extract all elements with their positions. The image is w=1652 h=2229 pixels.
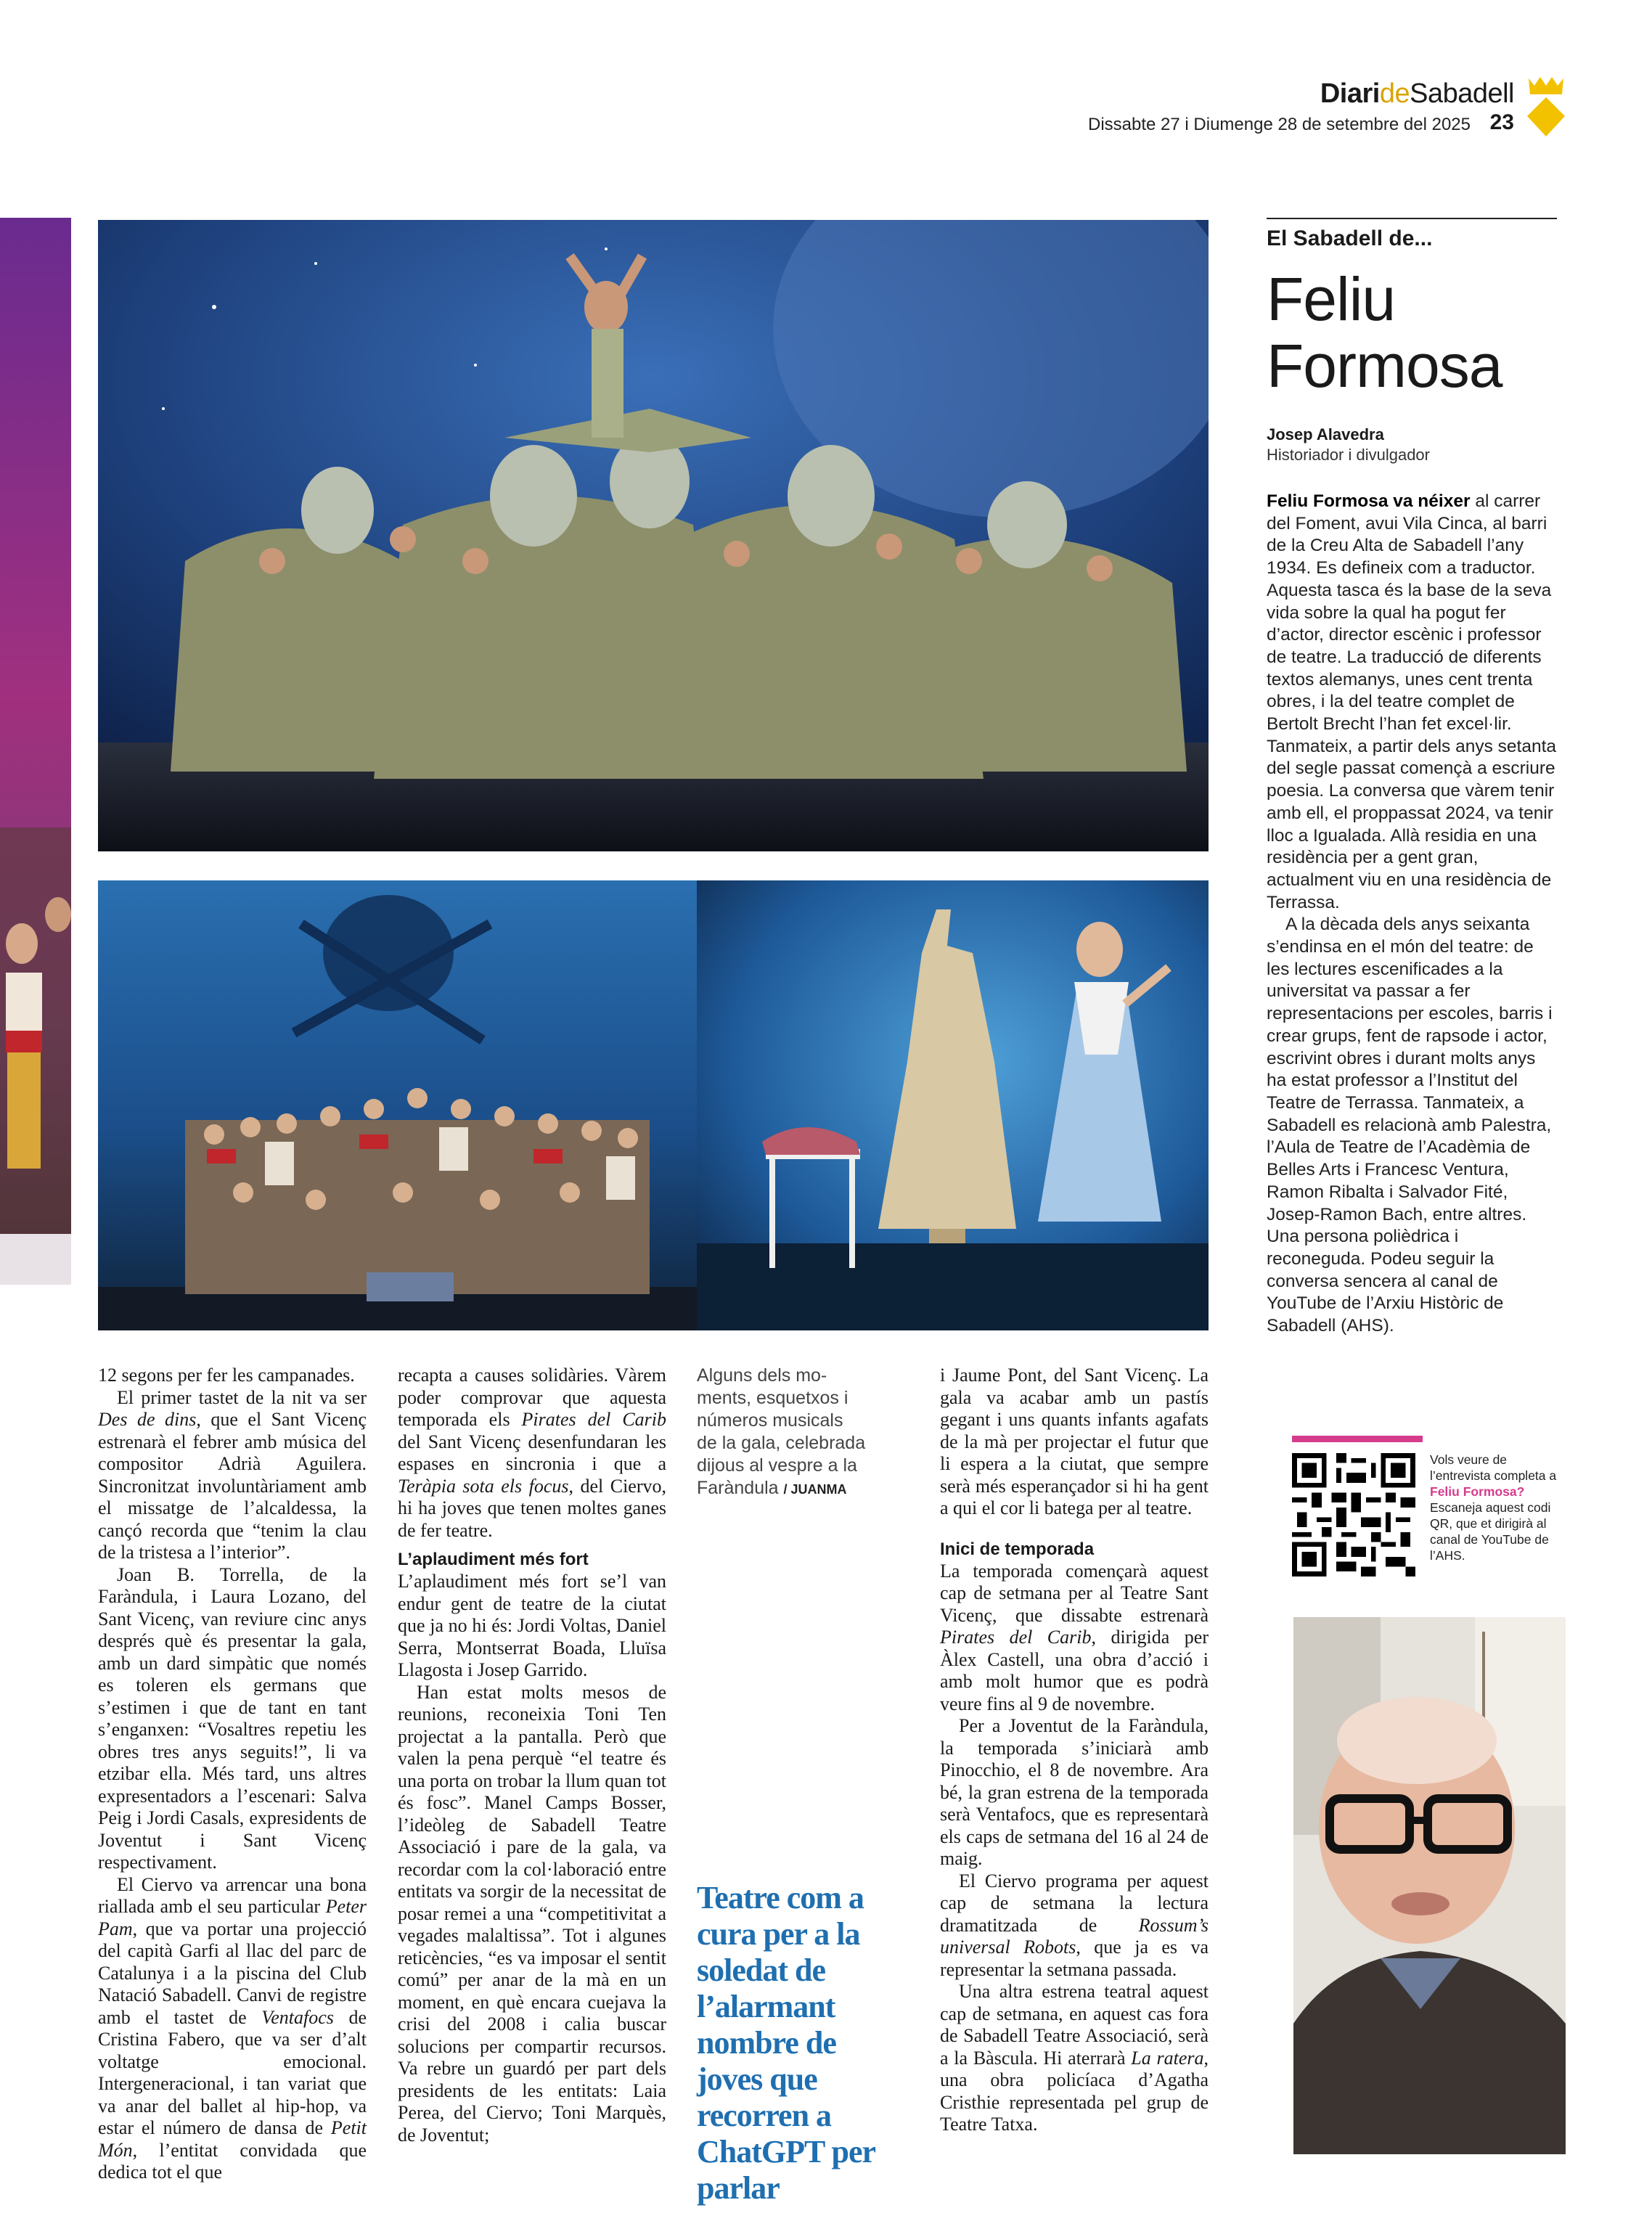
body-lead: Feliu Formosa va néixer	[1267, 491, 1471, 511]
article-paragraph: Una altra estrena teatral aquest cap de setmana, en aquest cas fora de Sabadell Teatre Associació, serà a la Bàscula. Hi aterrarà La ratera, una obra policíaca d’Agatha Cristhie representada pel grup de Teatre Tatxa.	[940, 1981, 1209, 2135]
article-paragraph: 12 segons per fer les campanades.	[98, 1365, 355, 1386]
article-paragraph: Han estat molts mesos de reunions, reconeixia Toni Ten projectat a la pantalla. Però que valen la pena perquè “el teatre és una porta on trobar la llum quan tot és fosc”. Manel Camps Bosser, l’ideòleg de Sabadell Teatre Associació i pare de la gala, va recordar com la col·laboració entre entitats va sorgir de la necessitat de posar remei a una “competitivitat a vegades malaltissa”. Tot i algunes reticències, “es va imposar el sentit comú” per anar de la mà en un moment, en què encara cuejava la crisi del 2008 i calia buscar solucions per compartir recursos. Va rebre un guardó per part dels presidents de les entitats: Laia Perea, del Ciervo; Toni Marquès, de Joventut;	[398, 1681, 666, 2146]
qr-code-icon[interactable]	[1292, 1453, 1415, 1576]
sidebar-body: Feliu Formosa va néixer al carrer del Foment, avui Vila Cinca, al barri de la Creu Alta de Sabadell l’any 1934. Es defineix com a traductor. Aquesta tasca és la base de la seva vida sobre la qual ha pogut fer d’actor, director escènic i professor de teatre. La traducció de diferents textos alemanys, unes cent trenta obres, i la del teatre complet de Bertolt Brecht l’han fet excel·lir. Tanmateix, a partir dels anys setanta del segle passat començà a escriure poesia. La conversa que vàrem tenir amb ell, el proppassat 2024, va tenir lloc a Igualada. Allà residia en una residència per a gent gran, actualment viu en una residència de Terrassa. A la dècada dels anys seixanta s’endinsa en el món del teatre: de les lectures escenificades a la universitat va passar a fer representacions per escoles, barris i crear grups, fent de rapsode i actor, escrivint obres i durant molts anys ha estat professor a l’Institut del Teatre de Terrassa. Tanmateix, a Sabadell es relacionà amb Palestra, l’Aula de Teatre de l’Acadèmia de Belles Arts i Francesc Ventura, Ramon Ribalta i Salvador Fité, Josep-Ramon Bach, entre altres. Una persona polièdrica i reconeguda. Podeu seguir la conversa sencera al canal de YouTube de l’Arxiu Històric de Sabadell (AHS).	[1267, 491, 1557, 1336]
qr-instructions: Vols veure de l’entrevista completa a Feliu Formosa? Escaneja aquest codi QR, que et dirigirà al canal de YouTube de l’AHS.	[1430, 1452, 1557, 1563]
pull-quote: Teatre com a cura per a la soledat de l’alarmant nombre de joves que recorren a ChatGPT per parlar	[697, 1880, 875, 2206]
article-paragraph: i Jaume Pont, del Sant Vicenç. La gala va acabar amb un pastís gegant i uns quants infants agafats de la mà per projectar el futur que li espera a la ciutat, que sempre serà més esperançador si hi ha gent a qui el cor li batega per al teatre.	[940, 1365, 1209, 1518]
article-paragraph: La temporada començarà aquest cap de setmana per al Teatre Sant Vicenç, que dissabte estrenarà Pirates del Carib, dirigida per Àlex Castell, una obra d’acció i amb molt humor que es podrà veure fins al 9 de novembre.	[940, 1560, 1209, 1714]
page-number: 23	[1489, 110, 1514, 134]
subhead-season-start: Inici de temporada	[940, 1539, 1095, 1559]
article-column-2	[398, 1365, 666, 2146]
byline-author: Josep Alavedra	[1267, 425, 1384, 443]
article-paragraph: Joan B. Torrella, de la Faràndula, i Laura Lozano, del Sant Vicenç, van reviure cinc anys després què és presentar la gala, amb un dard simpàtic que només es toleren els germans que s’estimen i que de tant en tant s’enganxen: “Vosaltres repetiu les obres tres anys seguits!”, li va etzibar ella. Més tard, uns altres expresentadors a l’escenari: Salva Peig i Jordi Casals, expresidents de Joventut i Sant Vicenç respectivament.	[98, 1563, 367, 1873]
article-paragraph: recapta a causes solidàries. Vàrem poder comprovar que aquesta temporada els Pirates del Carib del Sant Vicenç desenfundaran les espases en sincronia i que a Teràpia sota els focus, del Ciervo, hi ha joves que tenen moltes ganes de fer teatre.	[398, 1365, 667, 1541]
qr-name: Feliu Formosa?	[1430, 1484, 1525, 1499]
photo-credit: / JUANMA	[783, 1482, 847, 1497]
sabadell-crest-icon	[1526, 75, 1566, 138]
byline-role: Historiador i divulgador	[1267, 446, 1430, 464]
article-column-1	[98, 1365, 367, 2184]
sidebar-kicker: El Sabadell de...	[1267, 226, 1433, 250]
masthead: DiarideSabadell	[1320, 78, 1514, 109]
qr-accent-bar	[1292, 1436, 1423, 1442]
subhead-applause: L’aplaudiment més fort	[398, 1550, 589, 1569]
issue-date: Dissabte 27 i Diumenge 28 de setembre del 2025	[1088, 115, 1471, 134]
article-paragraph: El Ciervo va arrencar una bona riallada amb el seu particular Peter Pam, que va portar una projecció del capità Garfi al llac del parc de Catalunya i a la piscina del Club Natació Sabadell. Canvi de registre amb el tastet de Ventafocs de Cristina Fabero, que va ser d’alt voltatge emocional. Intergeneracional, i tan variat que va anar del ballet al hip-hop, va estar el número de dansa de Petit Món, l’entitat convidada que dedica tot el que	[98, 1873, 367, 2183]
photo-pirates-cast	[98, 880, 729, 1330]
article-paragraph: Per a Joventut de la Faràndula, la temporada s’iniciarà amb Pinocchio, el 8 de novembre. Ara bé, la gran estrena de la temporada serà Ventafocs, que es representarà els caps de setmana del 16 al 24 de maig.	[940, 1715, 1209, 1869]
profile-name: Feliu Formosa	[1267, 265, 1502, 400]
photo-left-edge	[0, 218, 71, 1285]
sidebar-profile	[1267, 218, 1557, 1338]
photo-dance-performance	[98, 220, 1209, 851]
article-column-4	[940, 1365, 1209, 2136]
photo-caption: Alguns dels mo- ments, esquetxos i números musicals de la gala, celebrada dijous al vespre a la Faràndula / JUANMA	[697, 1365, 866, 1498]
photo-costume-scene	[697, 880, 1209, 1330]
article-paragraph: El primer tastet de la nit va ser Des de dins, que el Sant Vicenç estrenarà el febrer amb música del compositor Adrià Aguilera. Sincronitzat involuntàriament amb el missatge de l’alcaldessa, la cançó recorda que “tenim la clau de la tristesa a l’interior”.	[98, 1386, 367, 1563]
article-paragraph: El Ciervo programa per aquest cap de setmana la lectura dramatitzada de Rossum’s universal Robots, que ja es va representar la setmana passada.	[940, 1870, 1209, 1980]
article-paragraph: L’aplaudiment més fort se’l van endur gent de teatre de la ciutat que ja no hi és: Jordi Voltas, Daniel Serra, Montserrat Boada, Lluïsa Llagosta i Josep Garrido.	[398, 1571, 666, 1680]
photo-feliu-formosa-portrait	[1293, 1617, 1566, 2154]
